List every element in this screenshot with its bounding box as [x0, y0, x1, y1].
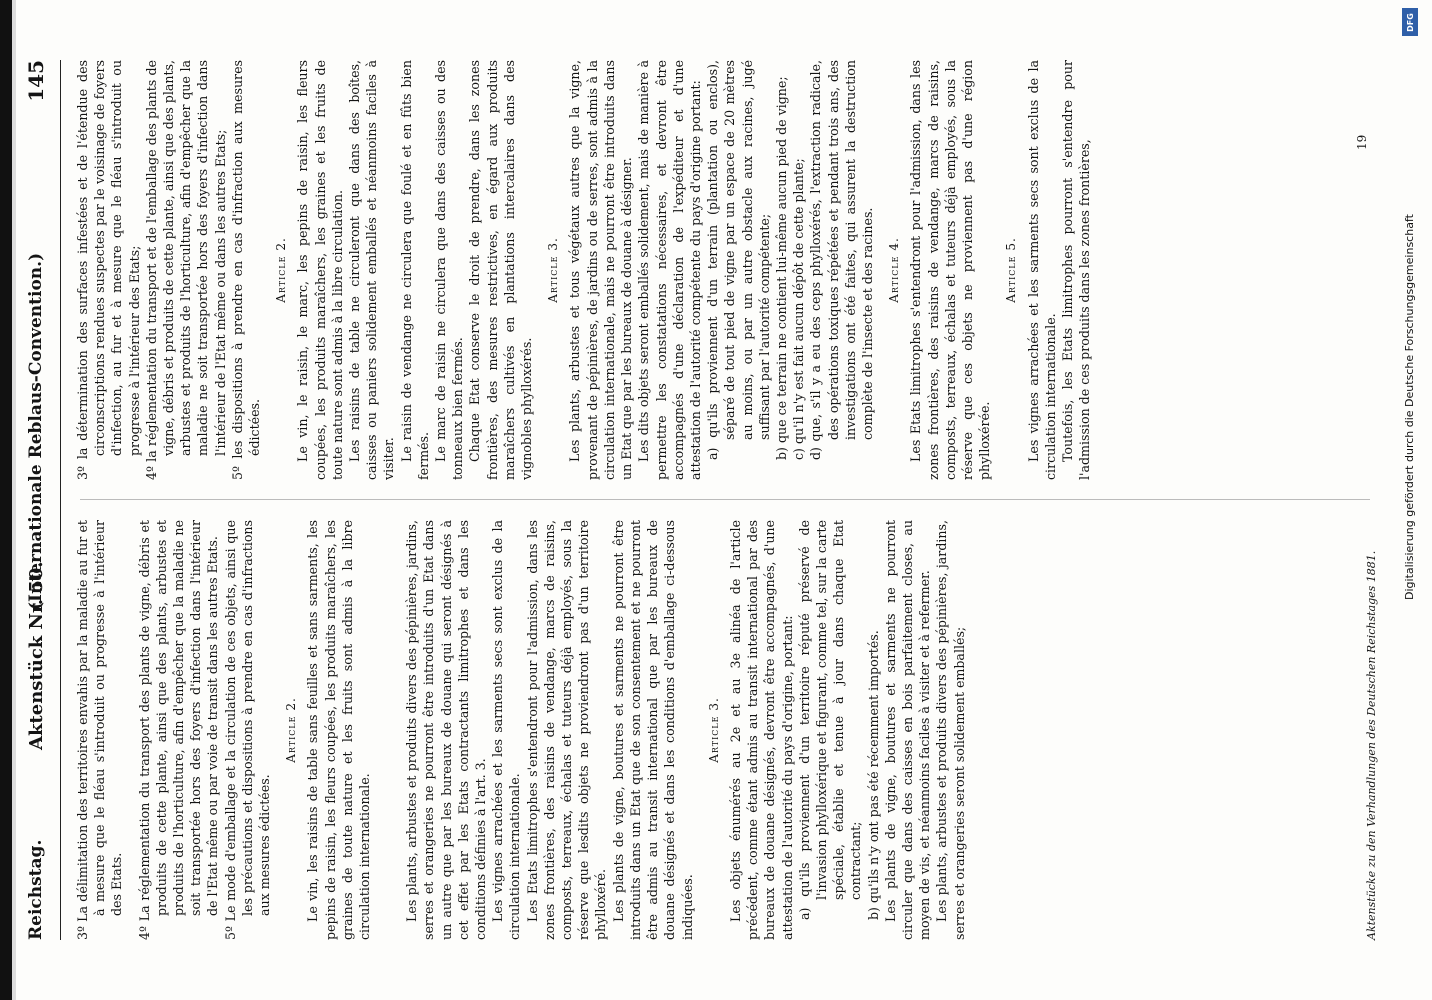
left-paragraph-4: Les plants de vigne, boutures et sarments ne pourront être introduits dans un Etat que de son consentement et ne pourront être admis au transit international que par les bureaux de douane désignés et dans les conditions d'emballage ci-dessous indiquées. — [610, 520, 695, 940]
header-convention: (Internationale Reblaus-Convention.) — [26, 252, 46, 610]
left-article-3-title: Article 3. — [706, 697, 721, 763]
left-article-3-text: Les objets énumérés au 2e et au 3e alinéa de l'article précédent, comme étant admis au transit international par des bureaux de douane désignés, devront être accompagnés, d'une attestation de l'autorité du pays d'origine, portant: — [727, 520, 795, 940]
right-article-5-text: Les vignes arrachées et les sarments secs sont exclus de la circulation internationale. — [1025, 60, 1058, 480]
left-paragraph-3: Les Etats limitrophes s'entendront pour l'admission, dans les zones frontières, des raisins de vendange, marcs de raisins, composts, terreaux, échalas et tuteurs déjà employés, sous la réserve que lesdits objets ne proviendront pas d'un territoire phylloxéré. — [524, 520, 609, 940]
left-item-a: a) qu'ils proviennent d'un territoire réputé préservé de l'invasion phylloxérique et figurant, comme tel, sur la carte spéciale, établie et tenue à jour dans chaque Etat contractant; — [796, 520, 864, 920]
page-header — [20, 60, 61, 940]
left-item-4: 4º La réglementation du transport des plants de vigne, débris et produits de cette plante, ainsi que des plants, arbustes et produits de l'horticulture, afin d'empêcher que la maladie ne soit transportée hors des foyers d'infection dans l'intérieur de l'Etat même ou par voie de transit dans les autres Etats. — [136, 520, 221, 940]
right-article-4-title: Article 4. — [887, 237, 902, 303]
dfg-watermark — [1398, 40, 1422, 600]
signature-mark: 19 — [1355, 134, 1369, 150]
page-footnote: Aktenstücke zu den Verhandlungen des Deutschen Reichstages 1881. — [1365, 550, 1378, 940]
right-item-4: 4º la réglementation du transport et de l'emballage des plants de vigne, débris et produits de cette plante, ainsi que des plants, arbustes et produits de l'horticulture, afin d'empêcher que la maladie ne soit transportée hors des foyers d'infection dans l'intérieur de l'Etat même ou dans les autres Etats; — [143, 60, 228, 480]
right-article-2-title: Article 2. — [274, 237, 289, 303]
left-item-5: 5º Le mode d'emballage et la circulation de ces objets, ainsi que les précautions et dispositions à prendre en cas d'infractions aux mesures édictées. — [222, 520, 273, 940]
left-paragraph-5: Les plants de vigne, boutures et sarments ne pourront circuler que dans des caisses en bois parfaitement closes, au moyen de vis, et néanmoins faciles à visiter et à refermer. — [882, 520, 933, 940]
left-item-b: b) qu'ils n'y ont pas été récemment importés. — [865, 630, 881, 920]
left-paragraph-6: Les plants, arbustes et produits divers des pépinières, jardins, serres et orangeries seront solidement emballés; — [934, 520, 967, 940]
left-article-2-title: Article 2. — [284, 697, 299, 763]
column-divider — [80, 499, 1370, 500]
right-article-2-text: Le vin, le raisin, le marc, les pepins de raisin, les fleurs coupées, les produits maraîchers, les graines et les fruits de toute nature sont admis à la libre circulation. — [295, 60, 345, 480]
scan-edge-bar — [0, 0, 12, 1000]
right-paragraph-1: Les raisins de table ne circuleront que dans des boîtes, caisses ou paniers solidement emballés et néanmoins faciles à visiter. — [347, 60, 397, 480]
left-item-3: 3º La délimitation des territoires envahis par la maladie au fur et à mesure que le fléau s'introduit ou progresse à l'intérieur des Etats. — [75, 520, 125, 940]
right-item-5: 5º les dispositions à prendre en cas d'infraction aux mesures édictées. — [229, 60, 263, 480]
header-reichstag: Reichstag. — [26, 839, 46, 940]
right-article-4-text: Les Etats limitrophes s'entendront pour l'admission, dans les zones frontières, des raisins de vendange, marcs de raisins, composts, terreaux, échalas et tuteurs déjà employés, sous la réserve que ces objets ne proviennent pas d'une région phylloxérée. — [908, 60, 993, 480]
right-paragraph-5: Les dits objets seront emballés solidement, mais de manière à permettre les constatations nécessaires, et devront être accompagnés d'une déclaration de l'expéditeur et d'une attestation de l'autorité compétente du pays d'origine portant: — [636, 60, 703, 480]
dfg-logo-icon: DFG — [1402, 8, 1418, 36]
right-paragraph-2: Le raisin de vendange ne circulera que foulé et en fûts bien fermés. — [398, 60, 431, 480]
left-column-german-text — [74, 520, 968, 940]
left-paragraph-1: Les plants, arbustes et produits divers des pépinières, jardins, serres et orangeries ne pourront être introduits d'un Etat dans un autre que par les bureaux de douane qui seront désignés à cet effet par les Etats contractants limitrophes et dans les conditions définies à l'art. 3. — [404, 520, 489, 940]
left-paragraph-2: Les vignes arrachées et les sarments secs sont exclus de la circulation internationale. — [490, 520, 523, 940]
right-paragraph-6: Toutefois, les Etats limitrophes pourront s'entendre pour l'admission de ces produits dans les zones frontières, — [1059, 60, 1093, 480]
header-aktenstueck: Aktenstück Nr. 50. — [26, 561, 47, 750]
right-paragraph-3: Le marc de raisin ne circulera que dans des caisses ou des tonneaux bien fermés. — [433, 60, 466, 480]
right-column-french-text — [74, 60, 1093, 480]
right-item-b: b) que ce terrain ne contient lui-même aucun pied de vigne; — [773, 76, 789, 460]
right-paragraph-4: Chaque Etat conserve le droit de prendre, dans les zones frontières, des mesures restrictives, en égard aux produits maraîchers cultivés en plantations intercalaires dans des vignobles phylloxérés. — [467, 60, 535, 480]
right-article-3-text: Les plants, arbustes et tous végétaux autres que la vigne, provenant de pépinières, de jardins ou de serres, sont admis à la circulation internationale, mais ne pourront être introduits dans un Etat que par les bureaux de douane à désigner. — [567, 60, 635, 480]
right-item-d: d) que, s'il y a eu des ceps phylloxérés, l'extraction radicale, des opérations toxiques répétées et pendant trois ans, des investigations ont été faites, qui assurent la destruction complète de l'insecte et des racines. — [808, 60, 875, 460]
right-item-3: 3º la détermination des surfaces infestées et de l'étendue des circonscriptions rendues suspectes par le voisinage de foyers d'infection, au fur et à mesure que le fléau s'introduit ou progresse à l'intérieur des Etats; — [75, 60, 142, 480]
right-article-5-title: Article 5. — [1004, 237, 1019, 303]
page-number: 145 — [24, 60, 48, 102]
right-item-c: c) qu'il n'y est fait aucun dépôt de cette plante; — [791, 158, 807, 460]
rotated-document-page — [20, 30, 1400, 970]
right-article-3-title: Article 3. — [546, 237, 561, 303]
scan-edge-shadow — [12, 0, 16, 1000]
right-item-a: a) qu'ils proviennent d'un terrain (plantation ou enclos), séparé de tout pied de vigne par un espace de 20 mètres au moins, ou par un autre obstacle aux racines, jugé suffisant par l'autorité compétente; — [705, 60, 772, 460]
dfg-watermark-text: Digitalisierung gefördert durch die Deutsche Forschungsgemeinschaft — [1403, 214, 1416, 600]
left-article-2-text: Le vin, les raisins de table sans feuilles et sans sarments, les pepins de raisin, les fleurs coupées, les produits maraîchers, les graines de toute nature et les fruits sont admis à la libre circulation internationale. — [305, 520, 373, 940]
